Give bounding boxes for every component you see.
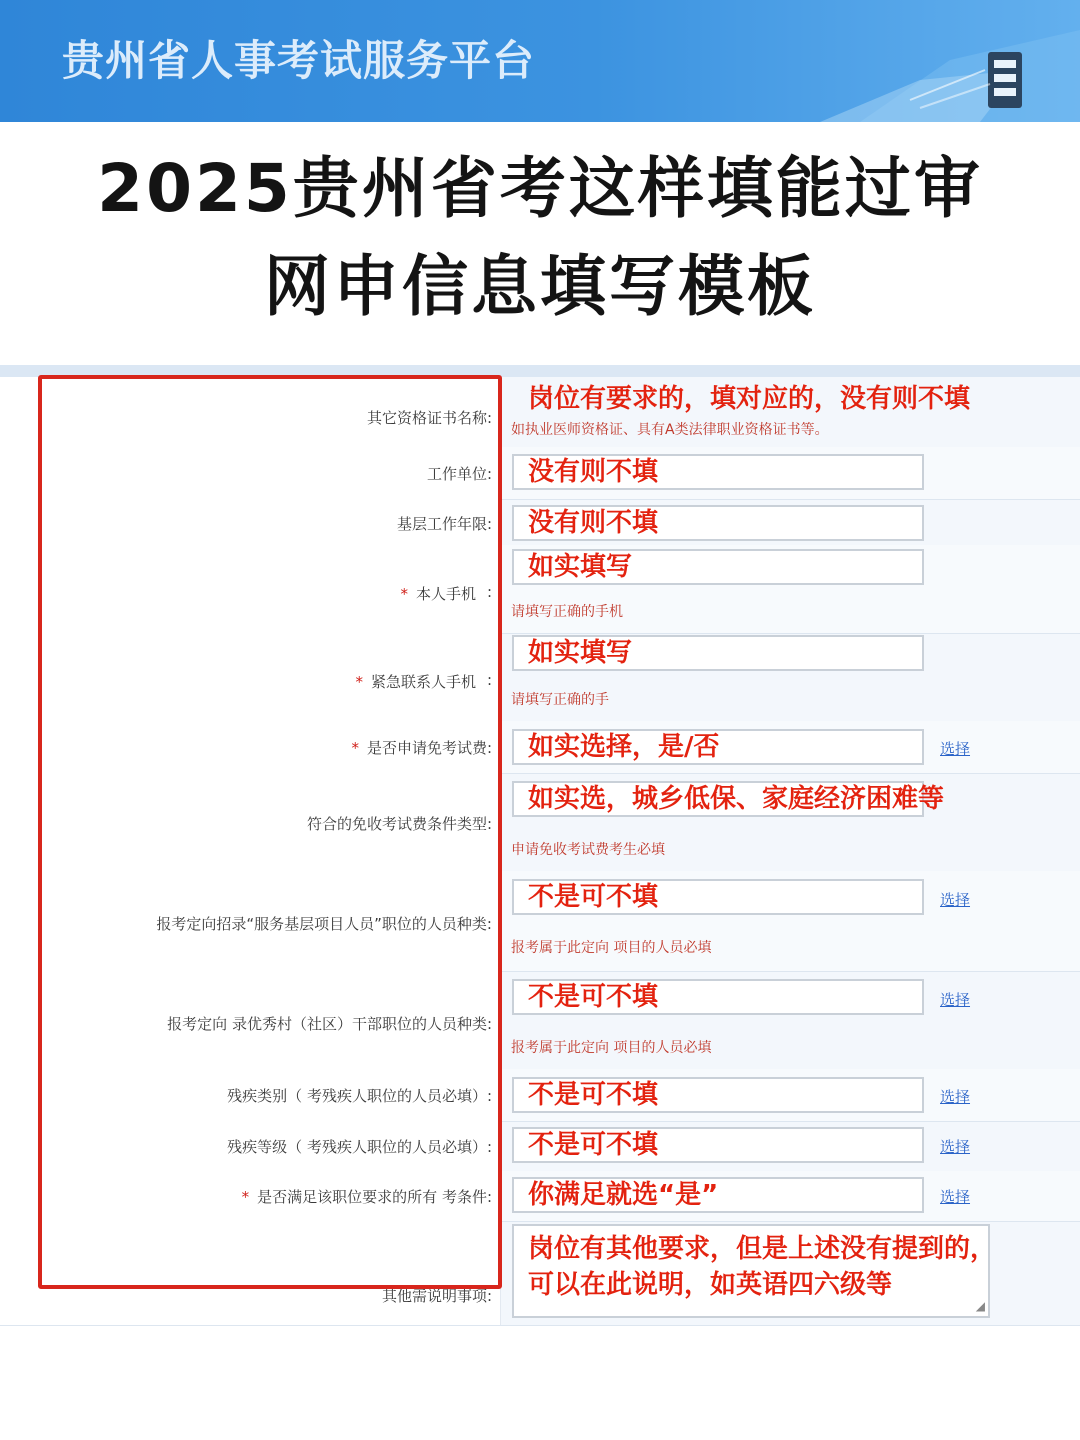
resize-grip-icon[interactable]: ◢ [975, 1299, 985, 1313]
emergency-mobile-label-text: 紧急联系人手机 [370, 673, 476, 691]
other-notes-label: 其他需说明事项: [381, 1287, 492, 1305]
headline [0, 140, 1080, 336]
service-grassroots-annotation: 不是可不填 [528, 882, 659, 912]
service-grassroots-select-link[interactable]: 选择 [940, 891, 971, 909]
disability-level-annotation: 不是可不填 [528, 1130, 659, 1160]
required-marker: * [400, 585, 408, 603]
disability-type-select-link[interactable]: 选择 [940, 1088, 971, 1106]
fee-waiver-type-annotation: 如实选，城乡低保、家庭经济困难等 [528, 784, 945, 814]
disability-type-label: 残疾类别（ 考残疾人职位的人员必填）: [227, 1087, 492, 1105]
emergency-mobile-annotation: 如实填写 [528, 638, 633, 668]
required-marker: * [355, 673, 363, 691]
required-marker: * [241, 1188, 250, 1206]
grassroots-years-annotation: 没有则不填 [528, 508, 659, 538]
fee-waiver-label-text: 是否申请免考试费: [366, 739, 492, 757]
mobile-annotation: 如实填写 [528, 552, 633, 582]
work-unit-label: 工作单位: [426, 465, 492, 483]
village-cadre-label: 报考定向 录优秀村（社区）干部职位的人员种类: [167, 1015, 492, 1033]
meets-requirements-annotation: 你满足就选“是” [528, 1180, 719, 1210]
mobile-label-colon: : [486, 583, 492, 601]
disability-level-label: 残疾等级（ 考残疾人职位的人员必填）: [227, 1138, 492, 1156]
banner-title: 贵州省人事考试服务平台 [62, 36, 536, 85]
meets-requirements-label-text: 是否满足该职位要求的所有 考条件: [257, 1188, 492, 1206]
required-marker: * [351, 739, 359, 757]
application-form [0, 365, 1080, 1340]
site-banner [0, 0, 1080, 122]
mobile-hint: 请填写正确的手机 [511, 604, 623, 620]
other-notes-annotation-line-2: 可以在此说明，如英语四六级等 [528, 1270, 893, 1300]
village-cadre-hint: 报考属于此定向 项目的人员必填 [511, 1040, 712, 1056]
meets-requirements-select-link[interactable]: 选择 [940, 1188, 971, 1206]
banner-decoration [800, 0, 1080, 122]
disability-type-annotation: 不是可不填 [528, 1080, 659, 1110]
village-cadre-select-link[interactable]: 选择 [940, 991, 971, 1009]
other-notes-annotation-line-1: 岗位有其他要求，但是上述没有提到的， [528, 1234, 997, 1264]
emergency-mobile-hint: 请填写正确的手 [511, 692, 609, 708]
other-certificate-label: 其它资格证书名称: [366, 409, 492, 427]
fee-waiver-type-hint: 申请免收考试费考生必填 [511, 842, 665, 858]
other-certificate-annotation: 岗位有要求的，填对应的，没有则不填 [528, 384, 971, 414]
highlight-frame [38, 375, 502, 1289]
emergency-mobile-label-colon: : [486, 671, 492, 689]
headline-line-1: 2025贵州省考这样填能过审 [97, 150, 983, 227]
mobile-label-text: 本人手机 [415, 585, 476, 603]
fee-waiver-select-link[interactable]: 选择 [940, 740, 971, 758]
headline-line-2: 网申信息填写模板 [264, 248, 816, 325]
service-grassroots-label: 报考定向招录“服务基层项目人员”职位的人员种类: [156, 915, 492, 933]
village-cadre-annotation: 不是可不填 [528, 982, 659, 1012]
disability-level-select-link[interactable]: 选择 [940, 1138, 971, 1156]
service-grassroots-hint: 报考属于此定向 项目的人员必填 [511, 940, 712, 956]
fee-waiver-annotation: 如实选择，是/否 [528, 732, 720, 762]
form-bottom-border [0, 1325, 1080, 1340]
grassroots-years-label: 基层工作年限: [396, 515, 492, 533]
fee-waiver-type-label: 符合的免收考试费条件类型: [306, 815, 492, 833]
work-unit-annotation: 没有则不填 [528, 457, 659, 487]
other-certificate-hint: 如执业医师资格证、具有A类法律职业资格证书等。 [511, 422, 829, 438]
